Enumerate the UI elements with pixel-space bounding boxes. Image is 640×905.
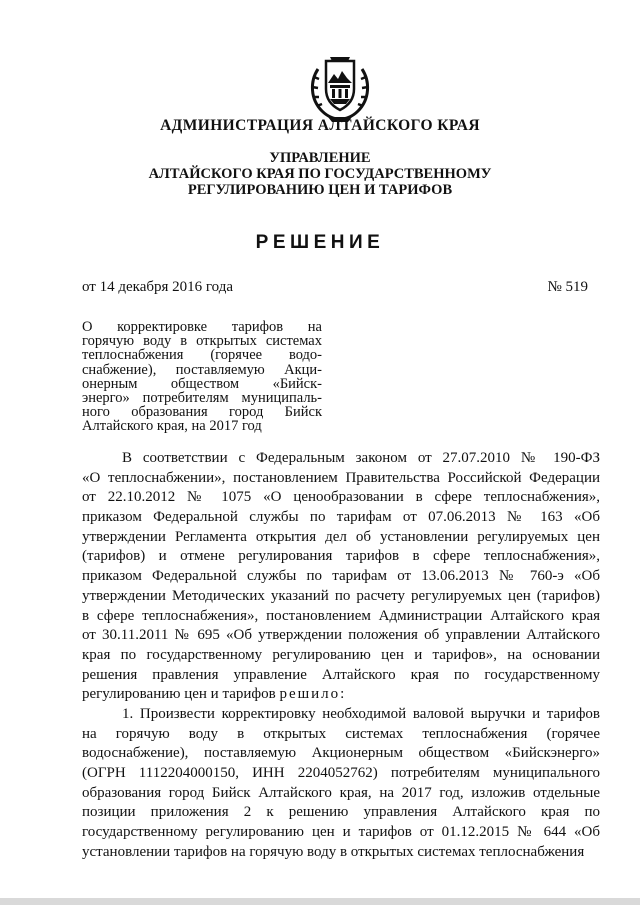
- subject-line: онерным обществом «Бийск-: [82, 375, 322, 392]
- body-line: утверждении Регламента открытия дел об установлении регулируемых цен: [82, 528, 600, 545]
- document-type-heading: РЕШЕНИЕ: [255, 232, 385, 253]
- subject-line: теплоснабжения (горячее водо-: [82, 347, 322, 364]
- subject-line: горячую воду в открытых системах: [82, 333, 322, 350]
- body-line: утверждении Методических указаний по расчету регулируемых цен (тарифов): [82, 587, 600, 604]
- body-line: приказом Федеральной службы по тарифам от 07.06.2013 № 163 «Об: [82, 509, 600, 526]
- coat-of-arms-icon: [300, 47, 380, 127]
- department-line: РЕГУЛИРОВАНИЮ ЦЕН И ТАРИФОВ: [187, 182, 453, 198]
- body-line: (тарифов) и отмене регулирования тарифов в сфере теплоснабжения»,: [82, 548, 600, 565]
- department-title: [0, 150, 640, 198]
- subject-line: ного образования город Бийск: [82, 404, 322, 421]
- body-line: на горячую воду в открытых системах теплоснабжения (горячее: [82, 725, 600, 742]
- department-line: УПРАВЛЕНИЕ: [269, 150, 371, 166]
- department-line: АЛТАЙСКОГО КРАЯ ПО ГОСУДАРСТВЕННОМУ: [148, 166, 492, 182]
- body-line: приказом Федеральной службы по тарифам от 13.06.2013 № 760-э «Об: [82, 568, 600, 585]
- body-line: от 22.10.2012 № 1075 «О ценообразовании в сфере теплоснабжения»,: [82, 489, 600, 506]
- body-line-text: регулированию цен и тарифов: [82, 686, 280, 703]
- body-line: водоснабжение), поставляемую Акционерным обществом «Бийскэнерго»: [82, 745, 600, 762]
- document-subject: [82, 320, 322, 434]
- body-line: образования город Бийск Алтайского края, на 2017 год, изложив отдельные: [82, 784, 600, 801]
- page-bottom-edge: [0, 898, 640, 905]
- document-date: от 14 декабря 2016 года: [82, 279, 234, 295]
- body-line: позиции приложения 2 к решению управления Алтайского края по: [82, 804, 600, 821]
- body-line: «О теплоснабжении», постановлением Правительства Российской Федерации: [82, 469, 600, 486]
- body-line: от 30.11.2011 № 695 «Об утверждении положения об управлении Алтайского: [82, 627, 600, 644]
- body-line: государственному регулированию цен и тарифов от 01.12.2015 № 644 «Об: [82, 824, 600, 841]
- body-line: (ОГРН 1112204000150, ИНН 2204052762) потребителям муниципального: [82, 765, 600, 781]
- subject-line: Алтайского края, на 2017 год: [82, 418, 262, 435]
- body-line: 1. Произвести корректировку необходимой валовой выручки и тарифов: [122, 705, 600, 722]
- organization-title: АДМИНИСТРАЦИЯ АЛТАЙСКОГО КРАЯ: [160, 117, 480, 134]
- document-body: [82, 449, 600, 862]
- document-number: № 519: [547, 279, 588, 295]
- body-line: края по государственному регулированию цен и тарифов», на основании: [82, 646, 600, 663]
- subject-line: О корректировке тарифов на: [82, 319, 322, 335]
- body-line: В соответствии с Федеральным законом от 27.07.2010 № 190-ФЗ: [122, 450, 600, 466]
- body-line: решения правления управление Алтайского края по государственному: [82, 666, 600, 683]
- resolved-word: решило:: [279, 686, 347, 703]
- body-line: установлении тарифов на горячую воду в открытых системах теплоснабжения: [82, 843, 585, 860]
- body-line-resolution: [82, 685, 600, 705]
- body-line: в сфере теплоснабжения», постановлением Администрации Алтайского края: [82, 607, 600, 624]
- subject-line: энерго» потребителям муниципаль-: [82, 390, 322, 407]
- subject-line: снабжение), поставляемую Акци-: [82, 361, 322, 378]
